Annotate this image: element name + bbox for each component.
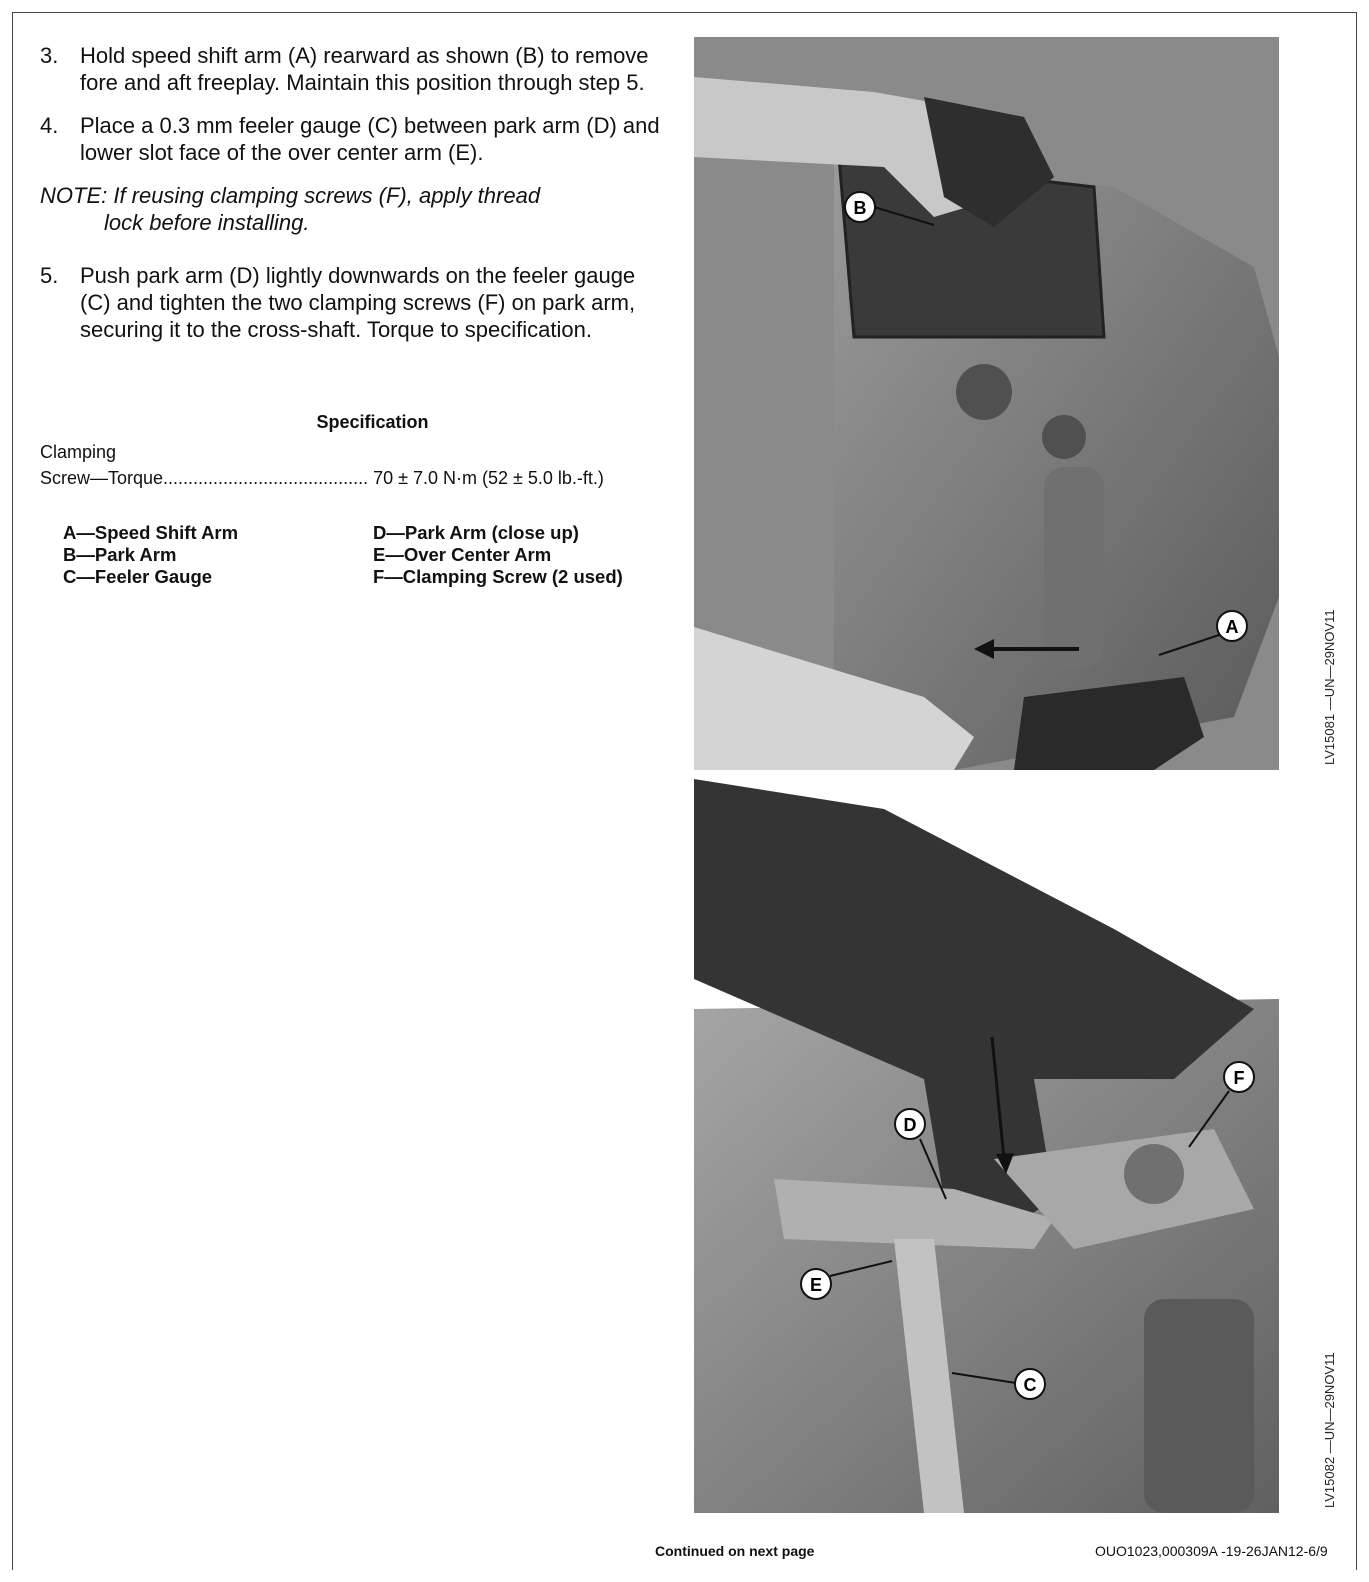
callout-d-letter: D [903,1115,917,1135]
shaft [1044,467,1104,667]
figure-1-illustration [694,37,1279,770]
legend-item-b: B—Park Arm [63,544,177,565]
callout-a-letter: A [1225,617,1239,637]
specification-line-2: Screw—Torque......................................... 70 ± 7.0 N·m (52 ± 5.0 lb.-ft.) [40,468,604,488]
legend-column-1 [63,522,373,588]
legend-item-f: F—Clamping Screw (2 used) [373,566,623,587]
shaft [1144,1299,1254,1513]
specification-title: Specification [316,412,429,432]
step-text: Place a 0.3 mm feeler gauge (C) between park arm (D) and lower slot face of the over center arm (E). [80,113,660,165]
note-line-2: lock before installing. [104,210,310,235]
figure-2-id: LV15082 —UN—29NOV11 [1322,1352,1337,1508]
specification-line-1: Clamping [40,442,117,462]
step-3 [40,42,665,96]
clamping-screw [1124,1144,1184,1204]
callout-e-letter: E [809,1275,823,1295]
step-4 [40,112,665,166]
legend-column-2 [373,522,623,588]
legend-item-a: A—Speed Shift Arm [63,522,239,543]
legend-item-e: E—Over Center Arm [373,544,552,565]
step-5 [40,262,665,343]
figure-2-illustration [694,779,1279,1513]
document-reference: OUO1023,000309A -19-26JAN12-6/9 [1095,1543,1328,1559]
step-text: Hold speed shift arm (A) rearward as shown (B) to remove fore and aft freeplay. Maintain this position through step 5. [80,43,649,95]
step-number: 5. [40,263,59,288]
boss [1042,415,1086,459]
step-text: Push park arm (D) lightly downwards on the feeler gauge (C) and tighten the two clamping screws (F) on park arm, securing it to the cross-shaft. Torque to specification. [80,263,636,342]
boss [956,364,1012,420]
note-line-1: NOTE: If reusing clamping screws (F), apply thread [40,183,541,208]
specification-block [40,412,665,491]
figure-1-id: LV15081 —UN—29NOV11 [1322,609,1337,765]
legend-item-c: C—Feeler Gauge [63,566,213,587]
step-number: 4. [40,113,59,138]
procedure-steps [40,42,665,359]
legend-item-d: D—Park Arm (close up) [373,522,579,543]
callout-f-letter: F [1233,1068,1245,1088]
step-number: 3. [40,43,59,68]
figure-1-photo [694,37,1279,770]
figure-2-photo [694,779,1279,1513]
note [40,182,665,236]
callout-c-letter: C [1023,1375,1037,1395]
legend [63,522,663,588]
continued-note: Continued on next page [655,1543,815,1559]
callout-b-letter: B [853,198,867,218]
